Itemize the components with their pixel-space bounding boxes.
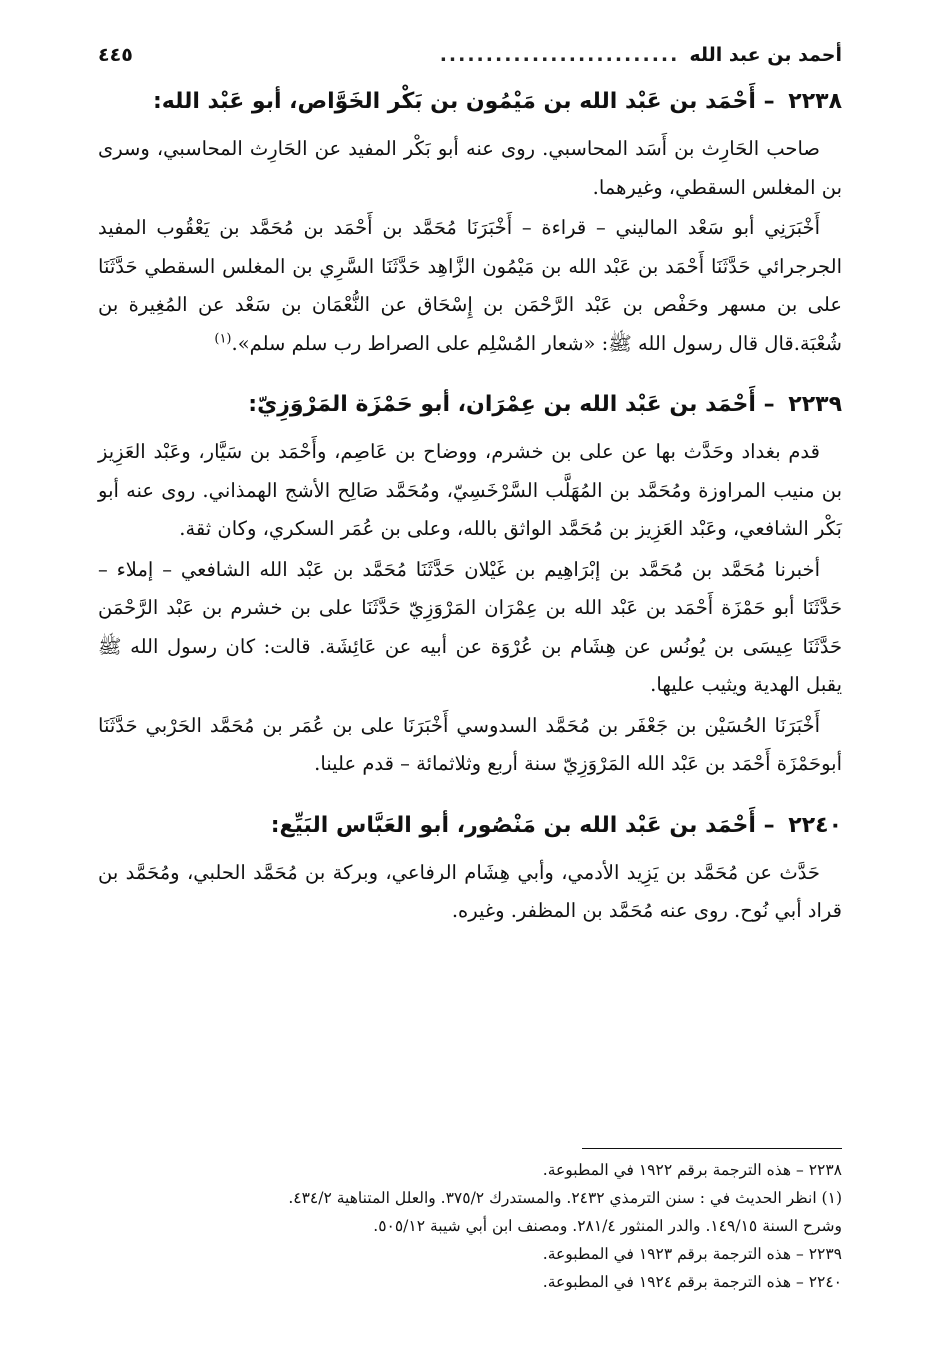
entry-paragraph: صاحب الحَارِث بن أَسَد المحاسبي. روى عنه أبو بَكْر المفيد عن الحَارِث المحاسبي، وسرى بن المغلس السقطي، وغيرهما. bbox=[98, 137, 842, 199]
footnote: ٢٢٣٩ – هذه الترجمة برقم ١٩٢٣ في المطبوعة. bbox=[542, 1245, 842, 1263]
entry-heading-2240 bbox=[98, 804, 842, 848]
entry-number: ٢٢٤٠ bbox=[788, 812, 842, 838]
entry-name: أَحْمَد بن عَبْد الله بن عِمْرَان، أبو حَمْزَة المَرْوَزِيّ: bbox=[248, 392, 756, 417]
footnote-reference[interactable]: (١) bbox=[214, 331, 232, 346]
footnotes bbox=[98, 1156, 842, 1296]
header-leader-dots: .......................... bbox=[439, 44, 680, 66]
entry-paragraph-text: أَخْبَرَنِي أبو سَعْد الماليني – قراءة – أَخْبَرَنَا مُحَمَّد بن أَحْمَد بن مُحَمَّد بن يَعْقُوب المفيد الجرجرائي حَدَّثَنَا أَحْمَد بن عَبْد الله بن مَيْمُون الزَّاهِد حَدَّثَنَا السَّرِي بن المغلس السقطي حَدَّثَنَا على بن مسهر وحَفْص بن عَبْد الرَّحْمَن بن إِسْحَاق عن النُّعْمَان بن سَعْد عن المُغِيرة بن شُعْبَة.قال قال رسول الله ﷺ: «شعار المُسْلِم على الصراط رب سلم سلم». bbox=[98, 216, 842, 355]
page-number: ٤٤٥ bbox=[98, 44, 133, 66]
running-header bbox=[98, 38, 842, 72]
entry-name: أَحْمَد بن عَبْد الله بن مَيْمُون بن بَكْر الخَوَّاص، أبو عَبْد الله: bbox=[152, 89, 756, 114]
header-title: أحمد بن عبد الله bbox=[689, 44, 842, 66]
entry-number: ٢٢٣٨ bbox=[788, 89, 842, 114]
footnote: (١) انظر الحديث في : سنن الترمذي ٢٤٣٢. والمستدرك ٣٧٥/٢. والعلل المتناهية ٤٣٤/٢. bbox=[288, 1189, 842, 1207]
footnote: ٢٢٣٨ – هذه الترجمة برقم ١٩٢٢ في المطبوعة. bbox=[542, 1161, 842, 1179]
entry-paragraph-with-ref bbox=[98, 209, 842, 363]
entry-heading-2238 bbox=[98, 80, 842, 124]
footnote-divider bbox=[582, 1148, 842, 1149]
entry-number: ٢٢٣٩ bbox=[788, 392, 842, 417]
footnote-continuation: وشرح السنة ١٤٩/١٥. والدر المنثور ٢٨١/٤. ومصنف ابن أبي شيبة ٥٠٥/١٢. bbox=[373, 1217, 842, 1235]
footnote: ٢٢٤٠ – هذه الترجمة برقم ١٩٢٤ في المطبوعة. bbox=[542, 1273, 842, 1291]
entry-dash: – bbox=[763, 392, 775, 417]
entry-heading-2239 bbox=[98, 383, 842, 427]
entry-dash: – bbox=[763, 89, 775, 114]
entry-paragraph: أَخْبَرَنَا الحُسَيْن بن جَعْفَر بن مُحَمَّد السدوسي أَخْبَرَنَا على بن عُمَر بن مُحَمَّد الحَرْبي حَدَّثَنَا أبوحَمْزَة أَحْمَد بن عَبْد الله المَرْوَزِيّ سنة أربع وثلاثمائة – قدم علينا. bbox=[98, 713, 842, 775]
entry-paragraph: حَدَّث عن مُحَمَّد بن يَزِيد الأدمي، وأبي هِشَام الرفاعي، وبركة بن مُحَمَّد الحلبي، ومُحَمَّد بن قراد أبي نُوح. روى عنه مُحَمَّد بن المظفر. وغيره. bbox=[98, 860, 842, 922]
entry-paragraph: أخبرنا مُحَمَّد بن مُحَمَّد بن إبْرَاهِيم بن غَيْلان حَدَّثَنَا مُحَمَّد بن عَبْد الله الشافعي – إملاء – حَدَّثَنَا أبو حَمْزَة أَحْمَد بن عَبْد الله بن عِمْرَان المَرْوَزِيّ حَدَّثَنَا على بن خشرم بن عَبْد الرَّحْمَن حَدَّثَنَا عِيسَى بن يُونُس عن هِشَام بن عُرْوَة عن أبيه عن عَائِشَة. قالت: كان رسول الله ﷺ يقبل الهدية ويثيب عليها. bbox=[98, 557, 842, 696]
entry-name: أَحْمَد بن عَبْد الله بن مَنْصُور، أبو العَبَّاس البَيِّع: bbox=[270, 812, 756, 838]
entry-paragraph: قدم بغداد وحَدَّث بها عن على بن خشرم، ووضاح بن عَاصِم، وأَحْمَد بن سَيَّار، وعَبْد العَزِيز بن منيب المراوزة ومُحَمَّد بن المُهَلَّب السَّرْخَسِيّ، ومُحَمَّد صَالِح الأشج الهمذاني. روى عنه أبو بَكْر الشافعي، وعَبْد العَزِيز بن مُحَمَّد الواثق بالله، وعلى بن عُمَر السكري، وكان ثقة. bbox=[98, 440, 842, 540]
entry-dash: – bbox=[763, 812, 775, 838]
